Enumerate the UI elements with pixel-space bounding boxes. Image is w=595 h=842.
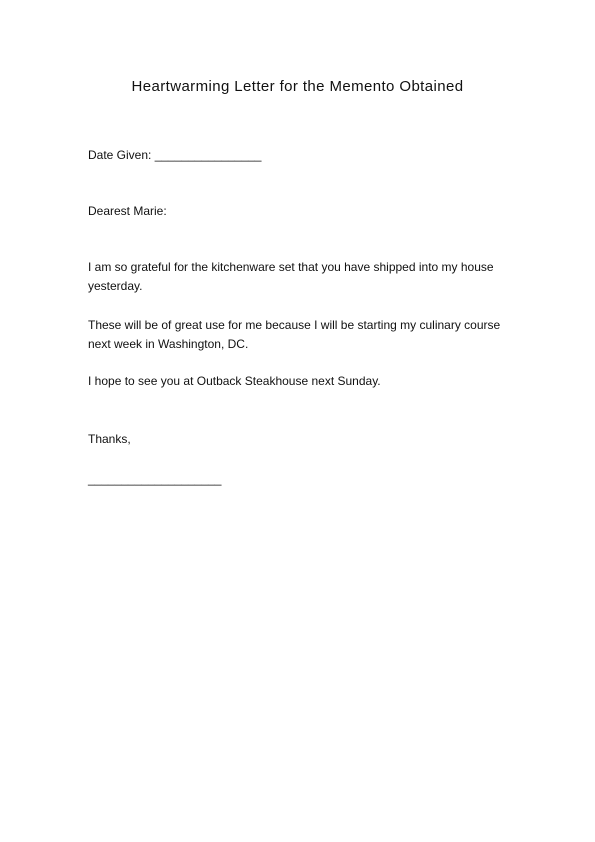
body-paragraph-2: These will be of great use for me because I will be starting my culinary course next week in Washington, DC. (88, 318, 501, 351)
letter-title: Heartwarming Letter for the Memento Obtained (131, 78, 464, 95)
body-paragraph-3: I hope to see you at Outback Steakhouse next Sunday. (88, 374, 381, 388)
signature-line: ____________________ (88, 472, 222, 486)
date-given-line: Date Given: ________________ (88, 148, 262, 162)
closing: Thanks, (88, 432, 131, 446)
salutation: Dearest Marie: (88, 204, 167, 218)
body-paragraph-1: I am so grateful for the kitchenware set that you have shipped into my house yesterday. (88, 260, 494, 293)
